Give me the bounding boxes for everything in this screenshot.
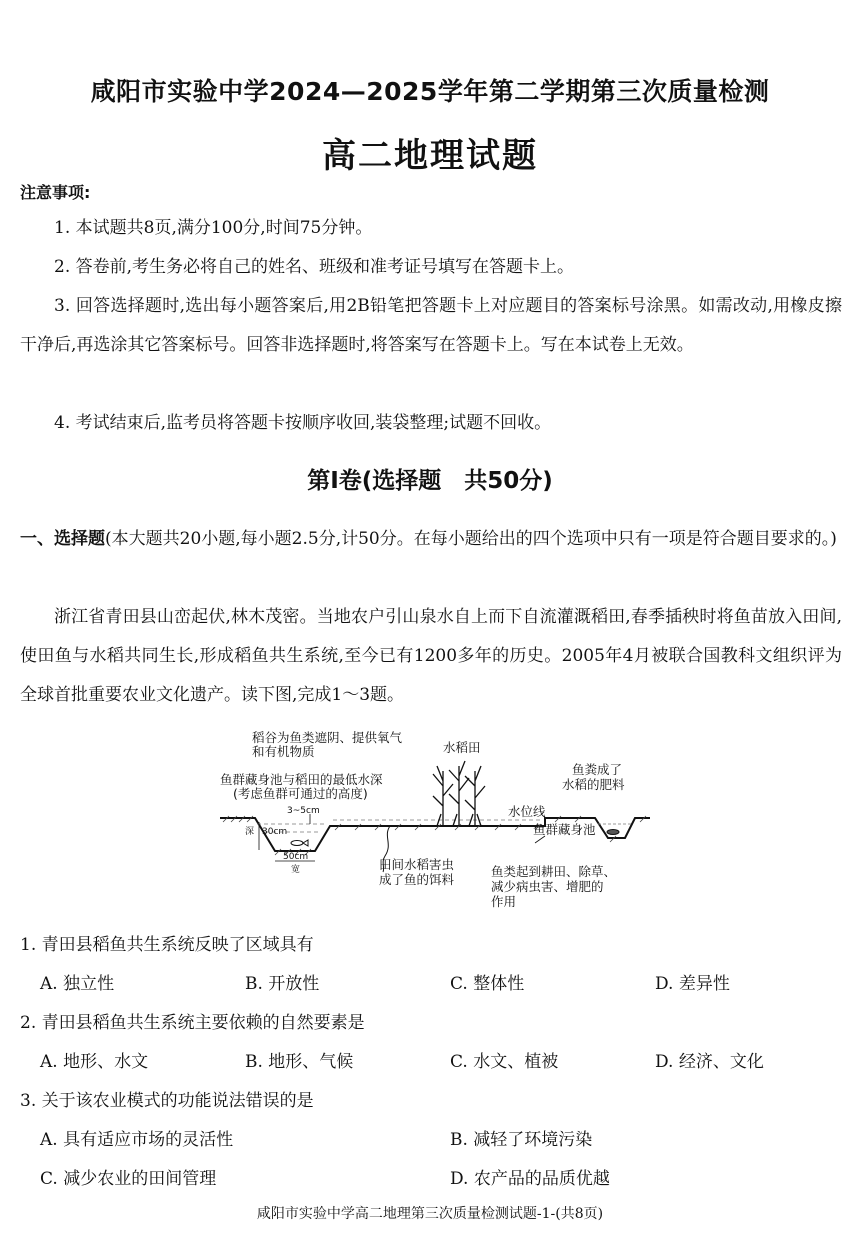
- part-instructions: [20, 520, 842, 559]
- pointer-line: [535, 836, 545, 843]
- fish-tail-icon: [303, 840, 308, 846]
- label-3-5cm: 3~5cm: [287, 806, 320, 816]
- question-3-option-d[interactable]: D. 农产品的品质优越: [450, 1169, 610, 1189]
- question-2-option-d[interactable]: D. 经济、文化: [655, 1052, 764, 1072]
- page-footer: 咸阳市实验中学高二地理第三次质量检测试题-1-(共8页): [256, 1206, 604, 1222]
- notice-item-1: 1. 本试题共8页,满分100分,时间75分钟。: [54, 218, 373, 238]
- label-fish-2: 减少病虫害、增肥的: [491, 879, 604, 894]
- notice-heading: 注意事项:: [20, 183, 91, 202]
- fish-icon-right: [607, 830, 619, 835]
- label-paddy: 水稻田: [443, 740, 481, 755]
- fish-icon: [291, 841, 303, 846]
- reading-passage: 浙江省青田县山峦起伏,林木茂密。当地农户引山泉水自上而下自流灌溉稻田,春季插秧时将鱼苗放入田间,使田鱼与水稻共同生长,形成稻鱼共生系统,至今已有1200多年的历史。2005年4月被联合国教科文组织评为全球首批重要农业文化遗产。读下图,完成1～3题。: [20, 607, 842, 705]
- rice-plants-icon: [433, 761, 485, 826]
- school-title: 咸阳市实验中学2024—2025学年第二学期第三次质量检测: [90, 77, 770, 106]
- question-1-option-a[interactable]: A. 独立性: [40, 974, 115, 994]
- question-3-stem: 3. 关于该农业模式的功能说法错误的是: [20, 1091, 314, 1111]
- label-wide: 宽: [291, 865, 301, 875]
- exam-title: 高二地理试题: [322, 136, 538, 176]
- question-3-option-c[interactable]: C. 减少农业的田间管理: [40, 1169, 217, 1189]
- question-2-option-b[interactable]: B. 地形、气候: [245, 1052, 354, 1072]
- part-description: (本大题共20小题,每小题2.5分,计50分。在每小题给出的四个选项中只有一项是符合题目要求的。): [105, 529, 837, 549]
- notice-item-4: 4. 考试结束后,监考员将答题卡按顺序收回,装袋整理;试题不回收。: [54, 413, 552, 433]
- rice-fish-diagram: [215, 726, 655, 916]
- label-manure-1: 鱼粪成了: [572, 762, 623, 777]
- question-2-stem: 2. 青田县稻鱼共生系统主要依赖的自然要素是: [20, 1013, 365, 1033]
- label-fish-1: 鱼类起到耕田、除草、: [491, 864, 617, 879]
- label-manure-2: 水稻的肥料: [562, 777, 625, 792]
- notice-item-2: 2. 答卷前,考生务必将自己的姓名、班级和准考证号填写在答题卡上。: [54, 257, 575, 277]
- label-waterline: 水位线: [508, 804, 546, 819]
- question-1-stem: 1. 青田县稻鱼共生系统反映了区域具有: [20, 935, 314, 955]
- question-1-option-b[interactable]: B. 开放性: [245, 974, 320, 994]
- label-deep: 深: [245, 827, 255, 837]
- label-rice-2: 和有机物质: [252, 744, 315, 759]
- part-label: 一、选择题: [20, 529, 105, 549]
- label-30cm: 30cm: [262, 827, 288, 837]
- label-pond: 鱼群藏身池: [533, 822, 596, 837]
- label-depth-2: (考虑鱼群可通过的高度): [233, 786, 368, 801]
- question-3-option-a[interactable]: A. 具有适应市场的灵活性: [40, 1130, 234, 1150]
- label-50cm: 50cm: [283, 852, 309, 862]
- label-rice-1: 稻谷为鱼类遮阴、提供氧气: [252, 730, 403, 745]
- label-depth-1: 鱼群藏身池与稻田的最低水深: [220, 772, 383, 787]
- label-pests-2: 成了鱼的饵料: [379, 872, 455, 887]
- question-2-option-c[interactable]: C. 水文、植被: [450, 1052, 559, 1072]
- label-pests-1: 田间水稻害虫: [379, 857, 455, 872]
- question-1-option-c[interactable]: C. 整体性: [450, 974, 525, 994]
- question-3-option-b[interactable]: B. 减轻了环境污染: [450, 1130, 593, 1150]
- notice-item-3: 3. 回答选择题时,选出每小题答案后,用2B铅笔把答题卡上对应题目的答案标号涂黑。如需改动,用橡皮擦干净后,再选涂其它答案标号。回答非选择题时,将答案写在答题卡上。写在本试卷上无效。: [20, 296, 842, 355]
- label-fish-3: 作用: [491, 894, 517, 909]
- question-2-option-a[interactable]: A. 地形、水文: [40, 1052, 149, 1072]
- question-1-option-d[interactable]: D. 差异性: [655, 974, 730, 994]
- section-title: 第Ⅰ卷(选择题 共50分): [307, 468, 553, 494]
